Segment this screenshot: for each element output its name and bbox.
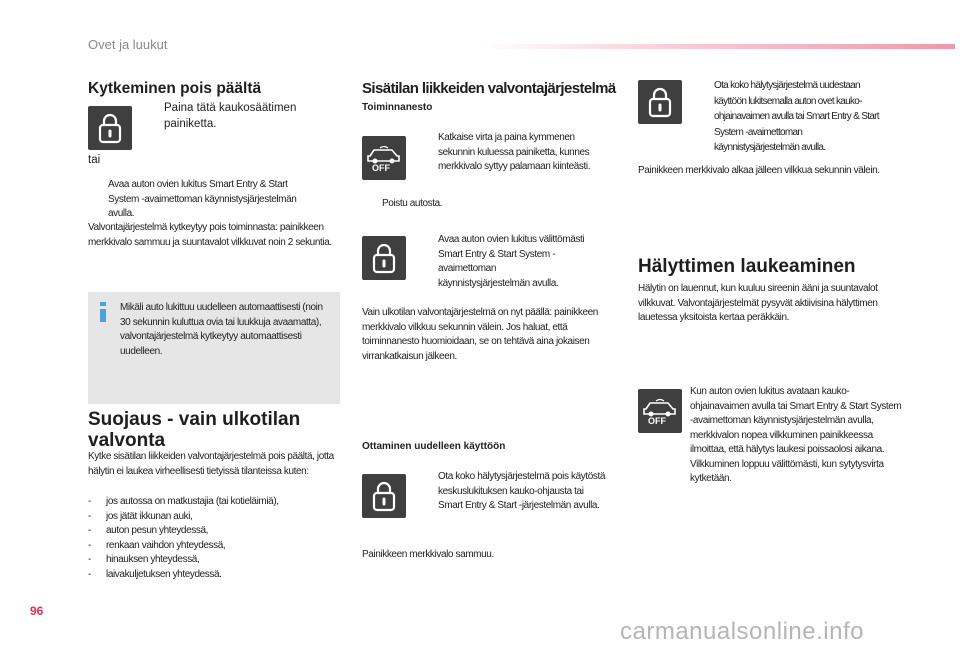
bullet-item: Ota koko hälytysjärjestelmä pois käytöstä keskuslukituksen kauko-ohjausta tai Smart Entry & Start -järjestelmän avulla. (438, 471, 606, 511)
paragraph: Kytke sisätilan liikkeiden valvontajärjestelmä pois päältä, jotta hälytin ei laukea virheellisesti tietyissä tilanteissa kuten: (88, 451, 334, 477)
paragraph: Valvontajärjestelmä kytkeytyy pois toiminnasta: painikkeen merkkivalo sammuu ja suuntavalot vilkkuvat noin 2 sekuntia. (88, 222, 332, 248)
watermark: carmanualsonline.info (620, 618, 864, 645)
bullet-item: Paina tätä kaukosäätimen painiketta. (164, 102, 297, 130)
lock-button-icon (88, 106, 132, 150)
subheading-toiminnanesto: Toiminnanesto (362, 102, 433, 113)
list-item: - jos jätät ikkunan auki, (88, 510, 340, 525)
info-icon (97, 301, 109, 323)
list-item: - renkaan vaihdon yhteydessä, (88, 539, 340, 554)
paragraph: Painikkeen merkkivalo sammuu. (362, 549, 494, 560)
car-off-button-icon (362, 136, 406, 180)
paragraph: Kun auton ovien lukitus avataan kauko-ohjainavaimen avulla tai Smart Entry & Start System -avaimettoman käynnistysjärjestelmän avulla, merkkivalon nopea vilkkuminen painikkeessa ilmoittaa, että hälytys laukesi poissaolosi aikana. Vilkkuminen loppuu välittömästi, kun sytytysvirta kytketään. (690, 386, 902, 484)
heading-suojaus: Suojaus - vain ulkotilan valvonta (88, 409, 301, 451)
paragraph: Hälytin on lauennut, kun kuuluu sireenin ääni ja suuntavalot vilkkuvat. Valvontajärjestelmät pysyvät aktiivisina hälyttimen lauetessa yksitoista kertaa peräkkäin. (638, 283, 878, 323)
bullet-item: Katkaise virta ja paina kymmenen sekunnin kuluessa painiketta, kunnes merkkivalo syttyy palamaan kiinteästi. (438, 132, 591, 172)
heading-halyttimen: Hälyttimen laukeaminen (638, 256, 856, 277)
unlock-button-icon (362, 236, 406, 280)
bullet-item: Ota koko hälytysjärjestelmä uudestaan käyttöön lukitsemalla auton ovet kauko-ohjainavaimen avulla tai Smart Entry & Start System -avaimettoman käynnistysjärjestelmän avulla. (714, 80, 879, 153)
off-label: OFF (648, 416, 666, 426)
bullet-item: Avaa auton ovien lukitus Smart Entry & Start System -avaimettoman käynnistysjärjestelmän avulla. (108, 179, 297, 219)
car-off-button-icon (638, 389, 682, 433)
subheading-ottaminen: Ottaminen uudelleen käyttöön (362, 441, 506, 452)
info-text: Mikäli auto lukittuu uudelleen automaattisesti (noin 30 sekunnin kuluttua ovia tai luukkuja avaamatta), valvontajärjestelmä kytkeytyy automaattisesti uudelleen. (120, 302, 323, 357)
lock-button-icon (362, 474, 406, 518)
heading-kytkeminen: Kytkeminen pois päältä (88, 80, 262, 97)
bullet-item: Avaa auton ovien lukitus välittömästi Smart Entry & Start System -avaimettoman käynnistysjärjestelmän avulla. (438, 234, 585, 289)
bullet-item: Poistu autosta. (382, 198, 443, 209)
situation-list (88, 495, 340, 582)
paragraph: Painikkeen merkkivalo alkaa jälleen vilkkua sekunnin välein. (638, 165, 880, 176)
lock-button-icon (638, 80, 682, 124)
heading-sisatila: Sisätilan liikkeiden valvontajärjestelmä (362, 80, 616, 97)
list-item: - hinauksen yhteydessä, (88, 553, 340, 568)
header-accent-bar (480, 44, 955, 49)
list-item: - jos autossa on matkustajia (tai kotieläimiä), (88, 495, 340, 510)
off-label: OFF (372, 163, 390, 173)
section-title: Ovet ja luukut (88, 37, 168, 52)
list-item: - laivakuljetuksen yhteydessä. (88, 568, 340, 583)
page-number: 96 (30, 604, 44, 618)
or-text: tai (88, 154, 101, 166)
paragraph: Vain ulkotilan valvontajärjestelmä on nyt päällä: painikkeen merkkivalo vilkkuu sekunnin välein. Jos haluat, että toiminnanesto huomioidaan, se on tehtävä aina jokaisen virrankatkaisun jälkeen. (362, 307, 598, 362)
list-item: - auton pesun yhteydessä, (88, 524, 340, 539)
